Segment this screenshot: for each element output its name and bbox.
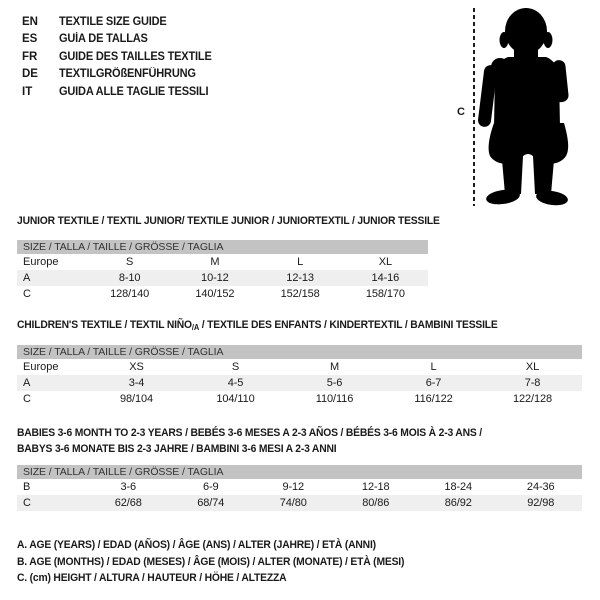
babies-size-table xyxy=(17,465,582,511)
row-label: C xyxy=(23,288,31,300)
size-cell: L xyxy=(430,361,437,373)
language-title: GUÍA DE TALLAS xyxy=(59,33,148,46)
legend-line-c: C. (cm) HEIGHT / ALTURA / HAUTEUR / HÖHE / ALTEZZA xyxy=(17,572,287,584)
height-cell: 128/140 xyxy=(110,288,150,300)
height-dashed-line xyxy=(473,8,475,206)
age-cell: 7-8 xyxy=(524,377,541,389)
height-cell: 74/80 xyxy=(279,497,307,509)
language-code: EN xyxy=(22,15,38,28)
table-row-height xyxy=(17,495,582,511)
size-header-label: SIZE / TALLA / TAILLE / GRÖSSE / TAGLIA xyxy=(23,346,224,358)
size-header-label: SIZE / TALLA / TAILLE / GRÖSSE / TAGLIA xyxy=(23,466,224,478)
height-cell: 110/116 xyxy=(315,393,354,405)
language-row-it xyxy=(22,83,218,101)
table-row-height xyxy=(17,286,428,302)
age-cell: 18-24 xyxy=(444,481,473,493)
height-figure xyxy=(450,0,600,215)
age-cell: 3-4 xyxy=(128,377,145,389)
legend xyxy=(17,537,429,587)
row-label: Europe xyxy=(23,256,59,268)
height-cell: 62/68 xyxy=(114,497,142,509)
size-cell: S xyxy=(231,361,240,373)
age-cell: 12-18 xyxy=(361,481,390,493)
language-code: IT xyxy=(22,85,33,98)
legend-line-b: B. AGE (MONTHS) / EDAD (MESES) / ÂGE (MOIS) / ALTER (MONATE) / ETÀ (MESI) xyxy=(17,555,405,568)
age-cell: 10-12 xyxy=(201,272,229,284)
age-cell: 5-6 xyxy=(326,377,343,389)
table-row-age xyxy=(17,375,582,391)
row-label: B xyxy=(23,481,31,493)
row-label: C xyxy=(23,393,31,405)
language-title: GUIDA ALLE TAGLIE TESSILI xyxy=(59,85,209,98)
children-title-sub: /A xyxy=(191,323,200,332)
table-row-europe xyxy=(17,359,582,375)
age-cell: 12-13 xyxy=(286,272,314,284)
language-code: DE xyxy=(22,68,38,81)
language-row-es xyxy=(22,31,218,49)
language-code: FR xyxy=(22,50,38,63)
babies-section-title xyxy=(17,425,482,457)
size-header-bar xyxy=(17,465,582,479)
language-row-en xyxy=(22,13,218,31)
language-row-de xyxy=(22,66,218,84)
age-cell: 24-36 xyxy=(526,481,555,493)
height-cell: 158/170 xyxy=(365,288,405,300)
size-cell: XS xyxy=(129,361,144,373)
row-label: C xyxy=(23,497,31,509)
height-cell: 104/110 xyxy=(216,393,255,405)
height-cell: 116/122 xyxy=(414,393,453,405)
children-title-pre: CHILDREN'S TEXTILE / TEXTIL NIÑO xyxy=(17,319,192,331)
junior-section-title: JUNIOR TEXTILE / TEXTIL JUNIOR/ TEXTILE JUNIOR / JUNIORTEXTIL / JUNIOR TESSILE xyxy=(17,215,440,227)
age-cell: 6-7 xyxy=(425,377,442,389)
size-cell: XL xyxy=(525,361,540,373)
size-cell: XL xyxy=(378,256,392,268)
age-cell: 9-12 xyxy=(282,481,305,493)
size-cell: L xyxy=(297,256,304,268)
row-label: A xyxy=(23,272,31,284)
age-cell: 3-6 xyxy=(120,481,137,493)
height-cell: 122/128 xyxy=(512,393,553,405)
height-cell: 92/98 xyxy=(527,497,555,509)
age-cell: 4-5 xyxy=(227,377,244,389)
size-header-label: SIZE / TALLA / TAILLE / GRÖSSE / TAGLIA xyxy=(23,241,224,253)
junior-size-table xyxy=(17,240,428,302)
language-title: GUIDE DES TAILLES TEXTILE xyxy=(59,50,212,63)
baby-silhouette-icon xyxy=(478,5,578,207)
table-row-europe xyxy=(17,254,428,270)
height-cell: 140/152 xyxy=(195,288,235,300)
size-cell: M xyxy=(210,256,220,268)
legend-line-a: A. AGE (YEARS) / EDAD (AÑOS) / ÂGE (ANS) / ALTER (JAHRE) / ETÀ (ANNI) xyxy=(17,539,376,551)
table-row-age-months xyxy=(17,479,582,495)
height-cell: 152/158 xyxy=(280,288,320,300)
children-section-title xyxy=(17,319,498,331)
height-c-label: C xyxy=(457,106,465,118)
age-cell: 8-10 xyxy=(118,272,141,284)
row-label: Europe xyxy=(23,361,59,373)
language-title: TEXTILE SIZE GUIDE xyxy=(59,15,167,28)
row-label: A xyxy=(23,377,31,389)
height-cell: 68/74 xyxy=(197,497,225,509)
size-header-bar xyxy=(17,345,582,359)
age-cell: 6-9 xyxy=(202,481,219,493)
children-size-table xyxy=(17,345,582,407)
size-cell: M xyxy=(329,361,340,373)
language-code: ES xyxy=(22,33,38,46)
size-cell: S xyxy=(126,256,134,268)
language-row-fr xyxy=(22,48,218,66)
height-cell: 86/92 xyxy=(444,497,472,509)
babies-title-line-1: BABIES 3-6 MONTH TO 2-3 YEARS / BEBÉS 3-6 MESES A 2-3 AÑOS / BÉBÉS 3-6 MOIS À 2-3 ANS / xyxy=(17,427,482,439)
table-row-age xyxy=(17,270,428,286)
height-cell: 80/86 xyxy=(362,497,390,509)
header-language-list xyxy=(22,13,218,101)
height-cell: 98/104 xyxy=(119,393,154,405)
babies-title-line-2: BABYS 3-6 MONATE BIS 2-3 JAHRE / BAMBINI 3-6 MESI A 2-3 ANNI xyxy=(17,443,337,455)
table-row-height xyxy=(17,391,582,407)
children-title-post: / TEXTILE DES ENFANTS / KINDERTEXTIL / BAMBINI TESSILE xyxy=(199,319,498,331)
age-cell: 14-16 xyxy=(371,272,400,284)
size-header-bar xyxy=(17,240,428,254)
language-title: TEXTILGRÖßENFÜHRUNG xyxy=(59,68,196,81)
